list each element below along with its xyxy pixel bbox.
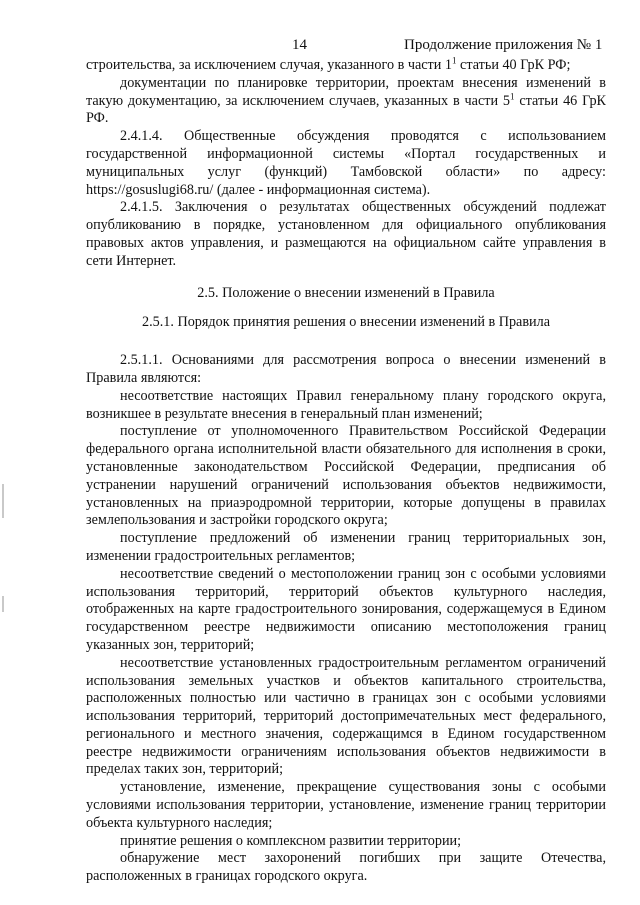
scan-margin-mark [2,596,4,612]
paragraph-2-5-1-1: 2.5.1.1. Основаниями для рассмотрения вопроса о внесении изменений в Правила являются: [86,352,606,386]
section-heading-2-5-1: 2.5.1. Порядок принятия решения о внесении изменений в Правила [141,314,551,331]
list-item: поступление предложений об изменении границ территориальных зон, изменении градостроительных регламентов; [86,530,606,564]
scan-margin-mark [2,484,4,518]
section-heading-2-5: 2.5. Положение о внесении изменений в Правила [197,284,495,301]
list-item: поступление от уполномоченного Правительством Российской Федерации федерального органа исполнительной власти обязательного для исполнения в сроки, установленные законодательством Российской Федерации, предписания об устранении нарушений ограничений использования объектов недвижимости, установленных на приаэродромной территории, которые допущены в правилах землепользования и застройки городского округа; [86,423,606,529]
list-item: несоответствие настоящих Правил генеральному плану городского округа, возникшее в результате внесения в генеральный план изменений; [86,387,606,422]
list-item: установление, изменение, прекращение существования зоны с особыми условиями использования территории, установление, изменение границ территории объекта культурного наследия; [86,779,606,831]
list-item: принятие решения о комплексном развитии территории; [120,832,462,849]
list-item: обнаружение мест захоронений погибших при защите Отечества, расположенных в границах городского округа. [86,850,606,885]
paragraph: документации по планировке территории, проектам внесения изменений в такую документацию, за исключением случаев, указанных в части $5^1$ статьи 46 ГрК РФ. [86,74,607,127]
page-number: 14 [292,37,307,53]
list-item: несоответствие сведений о местоположении границ зон с особыми условиями использования территорий, территорий объектов культурного наследия, отображенных на карте градостроительного зонирования, содержащемуся в Едином государственном реестре недвижимости описанию местоположения границ указанных зон, территорий; [86,565,606,653]
document-body [86,57,606,886]
paragraph-2-4-1-4: 2.4.1.4. Общественные обсуждения проводятся с использованием государственной информационной системы «Портал государственных и муниципальных услуг (функций) Тамбовской области» по адресу: https://gosuslugi68.ru/ (далее - информационная система). [86,128,606,198]
paragraph-2-4-1-5: 2.4.1.5. Заключения о результатах общественных обсуждений подлежат опубликованию в порядке, установленном для официального опубликования правовых актов управления, и размещаются на официальном сайте управления в сети Интернет. [86,199,606,269]
appendix-label: Продолжение приложения № 1 [404,37,603,53]
paragraph: строительства, за исключением случая, указанного в части $1^1$ статьи 40 ГрК РФ; [86,55,571,73]
list-item: несоответствие установленных градостроительным регламентом ограничений использования земельных участков и объектов капитального строительства, расположенных полностью или частично в границах зон с особыми условиями использования территорий, территорий достопримечательных мест федерального, регионального и местного значения, содержащимся в Едином государственном реестре недвижимости ограничениям использования объектов недвижимости в пределах таких зон, территорий; [86,654,606,778]
